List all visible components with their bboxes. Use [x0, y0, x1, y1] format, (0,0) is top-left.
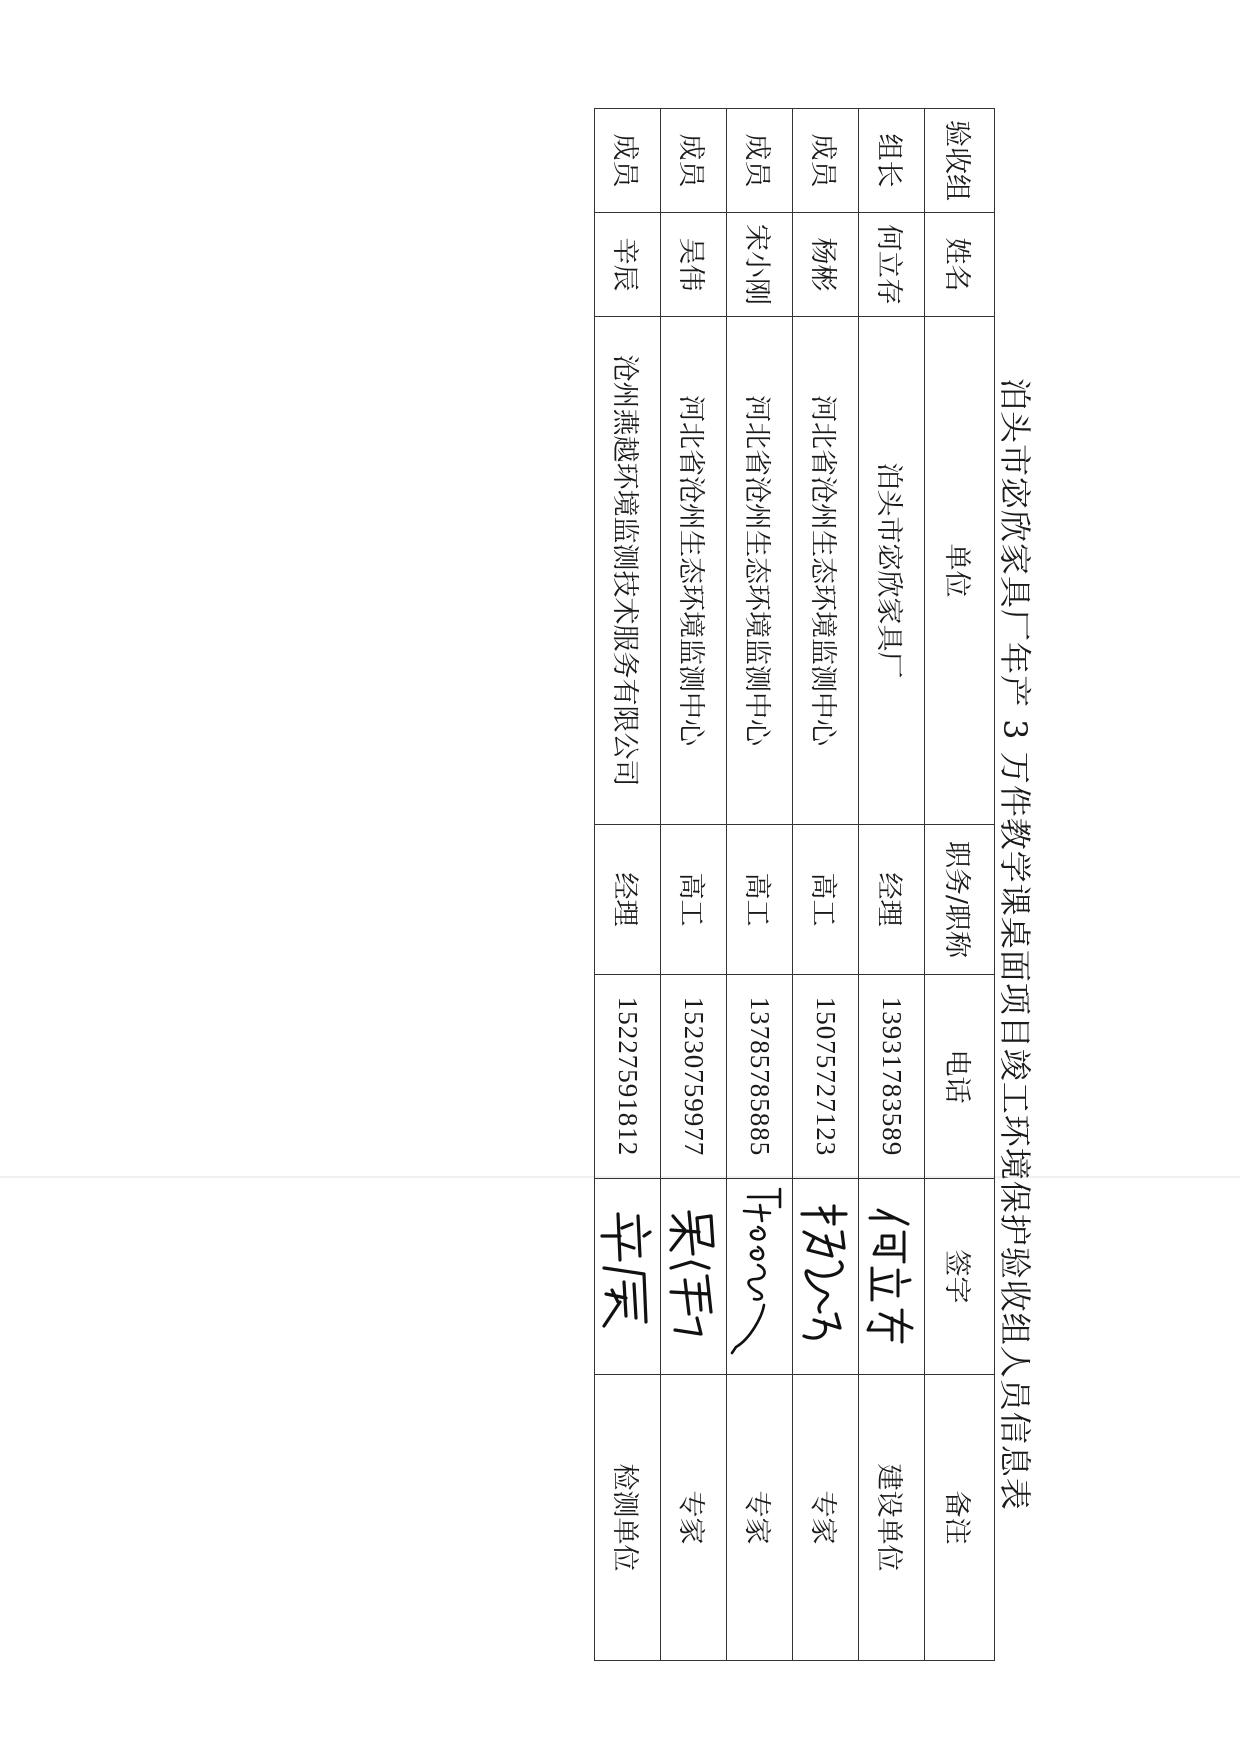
- cell-title: 经理: [859, 825, 925, 975]
- cell-unit: 河北省沧州生态环境监测中心: [727, 317, 793, 825]
- cell-remark: 专家: [793, 1375, 859, 1661]
- cell-role: 成员: [661, 109, 727, 213]
- cell-phone: 15230759977: [661, 975, 727, 1179]
- cell-remark: 检测单位: [595, 1375, 661, 1661]
- cell-phone: 15227591812: [595, 975, 661, 1179]
- cell-signature: [793, 1179, 859, 1375]
- handwritten-signature: [731, 1187, 789, 1367]
- table-row: [793, 109, 859, 1661]
- cell-signature: [727, 1179, 793, 1375]
- table-header-row: [925, 109, 995, 1661]
- cell-title: 高工: [793, 825, 859, 975]
- cell-name: 宋小刚: [727, 213, 793, 317]
- table-row: [595, 109, 661, 1661]
- cell-title: 高工: [661, 825, 727, 975]
- cell-remark: 建设单位: [859, 1375, 925, 1661]
- cell-title: 经理: [595, 825, 661, 975]
- cell-phone: 13785785885: [727, 975, 793, 1179]
- document-title: 泊头市宓欣家具厂年产 3 万件教学课桌面项目竣工环境保护验收组人员信息表: [996, 378, 1034, 1511]
- cell-phone: 13931783589: [859, 975, 925, 1179]
- header-name: 姓名: [925, 213, 995, 317]
- header-unit: 单位: [925, 317, 995, 825]
- cell-unit: 泊头市宓欣家具厂: [859, 317, 925, 825]
- handwritten-signature: [797, 1202, 855, 1352]
- table-row: [859, 109, 925, 1661]
- cell-unit: 河北省沧州生态环境监测中心: [793, 317, 859, 825]
- header-group: 验收组: [925, 109, 995, 213]
- cell-unit: 河北省沧州生态环境监测中心: [661, 317, 727, 825]
- cell-signature: [859, 1179, 925, 1375]
- cell-remark: 专家: [661, 1375, 727, 1661]
- cell-title: 高工: [727, 825, 793, 975]
- cell-role: 组长: [859, 109, 925, 213]
- cell-name: 辛辰: [595, 213, 661, 317]
- header-title: 职务/职称: [925, 825, 995, 975]
- handwritten-signature: [599, 1202, 657, 1352]
- header-phone: 电话: [925, 975, 995, 1179]
- cell-role: 成员: [793, 109, 859, 213]
- cell-remark: 专家: [727, 1375, 793, 1661]
- cell-unit: 沧州燕越环境监测技术服务有限公司: [595, 317, 661, 825]
- table-row: [661, 109, 727, 1661]
- cell-name: 何立存: [859, 213, 925, 317]
- acceptance-team-table: [594, 108, 995, 1661]
- cell-role: 成员: [727, 109, 793, 213]
- cell-role: 成员: [595, 109, 661, 213]
- handwritten-signature: [666, 1202, 722, 1352]
- cell-phone: 15075727123: [793, 975, 859, 1179]
- table-row: [727, 109, 793, 1661]
- cell-name: 杨彬: [793, 213, 859, 317]
- cell-signature: [595, 1179, 661, 1375]
- header-signature: 签字: [925, 1179, 995, 1375]
- header-remark: 备注: [925, 1375, 995, 1661]
- cell-signature: [661, 1179, 727, 1375]
- cell-name: 吴伟: [661, 213, 727, 317]
- handwritten-signature: [865, 1202, 919, 1352]
